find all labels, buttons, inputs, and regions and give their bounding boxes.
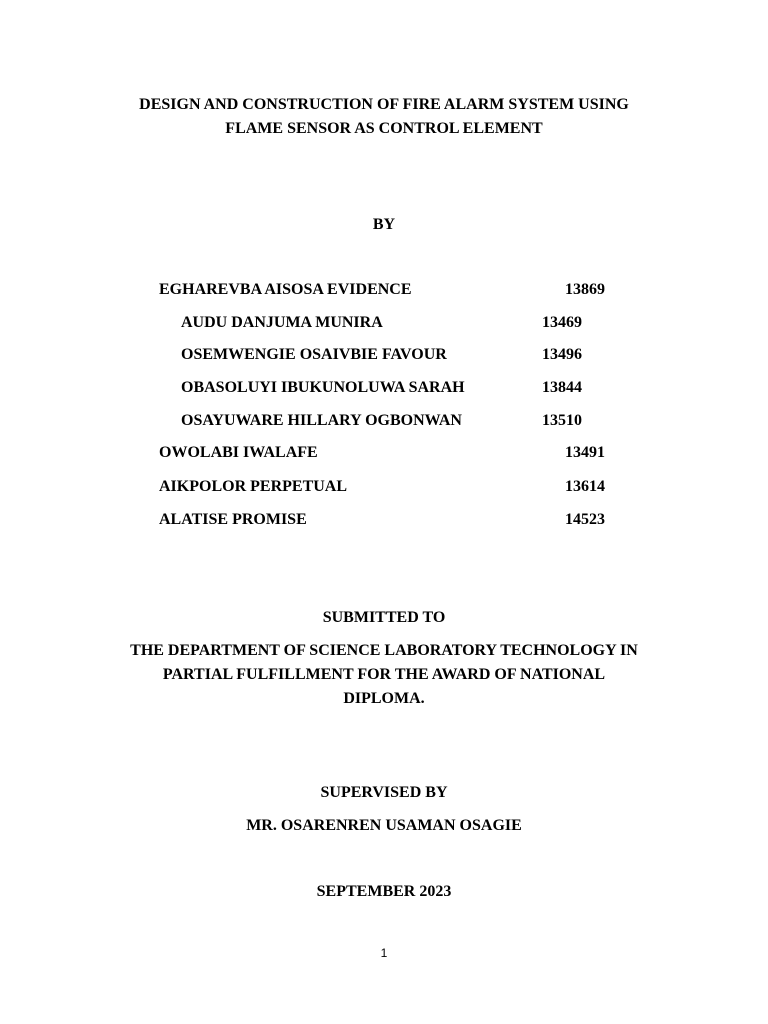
author-name: OSAYUWARE HILLARY OGBONWAN [181, 412, 462, 429]
by-label: BY [372, 216, 396, 233]
author-id: 14523 [565, 511, 605, 528]
author-name: AIKPOLOR PERPETUAL [159, 478, 348, 495]
title-line-1: DESIGN AND CONSTRUCTION OF FIRE ALARM SYSTEM USING [139, 96, 629, 113]
document-title [0, 93, 768, 141]
author-id: 13469 [542, 314, 582, 331]
author-id: 13844 [542, 379, 582, 396]
author-name: AUDU DANJUMA MUNIRA [181, 314, 383, 331]
department-line-2: PARTIAL FULFILLMENT FOR THE AWARD OF NATIONAL [162, 666, 606, 683]
author-name: OWOLABI IWALAFE [159, 444, 318, 461]
department-line-3: DIPLOMA. [343, 690, 425, 707]
author-id: 13510 [542, 412, 582, 429]
author-id: 13491 [565, 444, 605, 461]
supervisor-name: MR. OSARENREN USAMAN OSAGIE [246, 817, 522, 834]
author-name: EGHAREVBA AISOSA EVIDENCE [159, 281, 412, 298]
author-name: OSEMWENGIE OSAIVBIE FAVOUR [181, 346, 447, 363]
author-id: 13869 [565, 281, 605, 298]
author-id: 13614 [565, 478, 605, 495]
submission-date: SEPTEMBER 2023 [316, 883, 452, 900]
submitted-to-label: SUBMITTED TO [322, 609, 446, 626]
author-name: ALATISE PROMISE [159, 511, 307, 528]
title-line-2: FLAME SENSOR AS CONTROL ELEMENT [225, 120, 543, 137]
department-statement [0, 639, 768, 711]
supervised-by-label: SUPERVISED BY [320, 784, 448, 801]
author-name: OBASOLUYI IBUKUNOLUWA SARAH [181, 379, 465, 396]
page-number: 1 [380, 946, 388, 960]
department-line-1: THE DEPARTMENT OF SCIENCE LABORATORY TECHNOLOGY IN [130, 642, 638, 659]
author-id: 13496 [542, 346, 582, 363]
